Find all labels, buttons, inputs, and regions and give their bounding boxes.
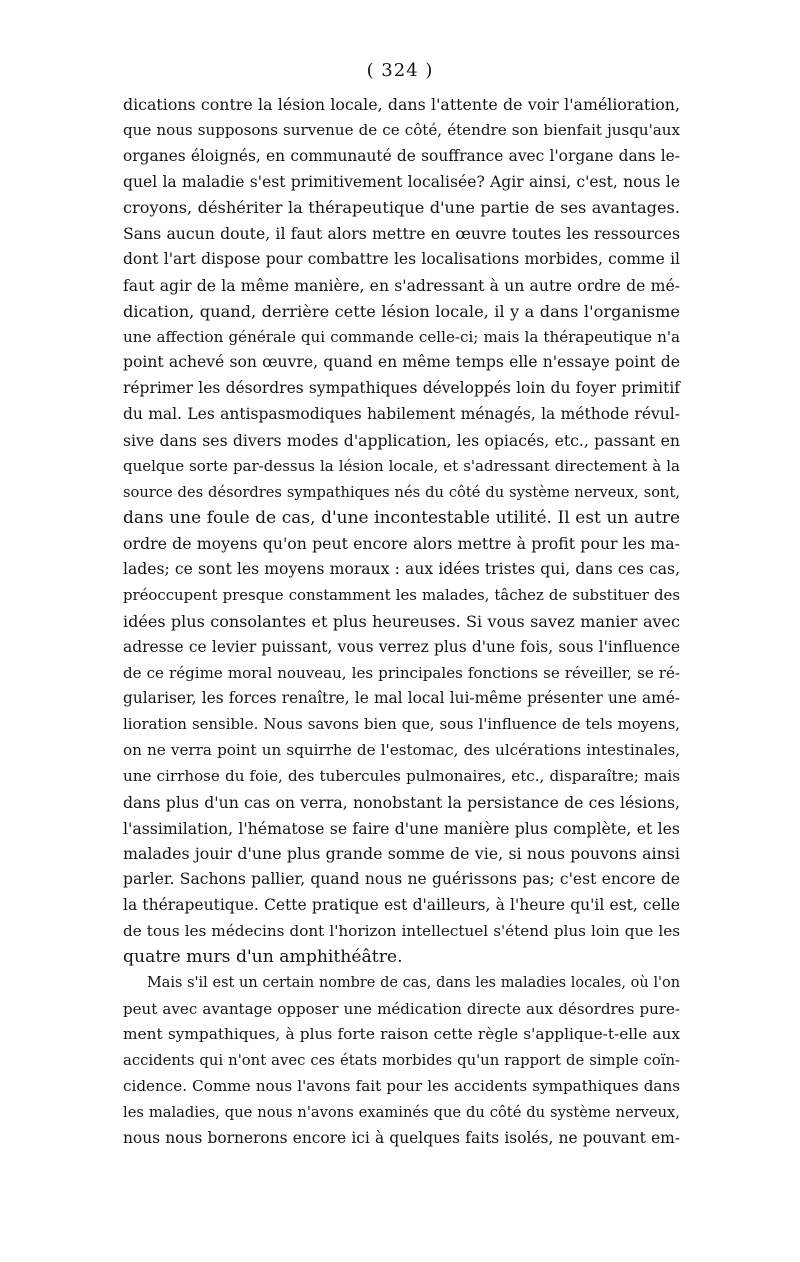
text-line: nous nous bornerons encore ici à quelques faits isolés, ne pouvant em- (123, 1128, 680, 1147)
text-line: peut avec avantage opposer une médication directe aux désordres pure- (123, 999, 680, 1018)
text-line: dans une foule de cas, d'une incontestable utilité. Il est un autre (123, 507, 680, 528)
text-line: quelque sorte par-dessus la lésion locale, et s'adressant directement à la (123, 456, 680, 475)
text-line: point achevé son œuvre, quand en même temps elle n'essaye point de (123, 353, 680, 372)
text-line: dications contre la lésion locale, dans l'attente de voir l'amélioration, (123, 95, 680, 114)
text-line: une affection générale qui commande celle-ci; mais la thérapeutique n'a (123, 327, 680, 346)
text-line: quatre murs d'un amphithéâtre. (123, 946, 403, 967)
text-line: du mal. Les antispasmodiques habilement ménagés, la méthode révul- (123, 405, 680, 424)
text-line: dication, quand, derrière cette lésion locale, il y a dans l'organisme (123, 301, 680, 321)
text-line: de tous les médecins dont l'horizon intellectuel s'étend plus loin que les (123, 922, 680, 940)
text-line: faut agir de la même manière, en s'adressant à un autre ordre de mé- (123, 275, 680, 295)
text-line: quel la maladie s'est primitivement localisée? Agir ainsi, c'est, nous le (123, 172, 680, 191)
text-line: préoccupent presque constamment les malades, tâchez de substituer des (123, 586, 680, 605)
text-line: malades jouir d'une plus grande somme de vie, si nous pouvons ainsi (123, 844, 680, 864)
text-line: dans plus d'un cas on verra, nonobstant la persistance de ces lésions, (123, 792, 680, 812)
text-line: une cirrhose du foie, des tubercules pulmonaires, etc., disparaître; mais (123, 766, 680, 785)
paragraph-2 (123, 971, 680, 1152)
paragraph-1 (123, 92, 680, 971)
text-line: idées plus consolantes et plus heureuses. Si vous savez manier avec (123, 611, 680, 631)
text-line: réprimer les désordres sympathiques développés loin du foyer primitif (123, 379, 680, 398)
text-line: on ne verra point un squirrhe de l'estomac, des ulcérations intestinales, (123, 741, 680, 760)
text-line: la thérapeutique. Cette pratique est d'ailleurs, à l'heure qu'il est, celle (123, 896, 680, 915)
text-line: parler. Sachons pallier, quand nous ne guérissons pas; c'est encore de (123, 870, 680, 889)
text-line: ordre de moyens qu'on peut encore alors mettre à profit pour les ma- (123, 534, 680, 554)
text-line: gulariser, les forces renaître, le mal local lui-même présenter une amé- (123, 689, 680, 708)
text-line: lades; ce sont les moyens moraux : aux idées tristes qui, dans ces cas, (123, 560, 680, 579)
page-number: ( 324 ) (366, 60, 434, 81)
text-line: ment sympathiques, à plus forte raison cette règle s'applique-t-elle aux (123, 1025, 680, 1044)
text-line: accidents qui n'ont avec ces états morbides qu'un rapport de simple coïn- (123, 1052, 680, 1070)
text-line: les maladies, que nous n'avons examinés que du côté du système nerveux, (123, 1103, 680, 1121)
text-line: Sans aucun doute, il faut alors mettre en œuvre toutes les ressources (123, 224, 680, 244)
text-line: de ce régime moral nouveau, les principales fonctions se réveiller, se ré- (123, 663, 680, 682)
text-line: organes éloignés, en communauté de souffrance avec l'organe dans le- (123, 146, 680, 165)
text-line: l'assimilation, l'hématose se faire d'une manière plus complète, et les (123, 818, 680, 838)
text-line: adresse ce levier puissant, vous verrez plus d'une fois, sous l'influence (123, 637, 680, 656)
text-line: Mais s'il est un certain nombre de cas, dans les maladies locales, où l'on (147, 974, 680, 991)
text-line: source des désordres sympathiques nés du côté du système nerveux, sont, (123, 483, 680, 501)
text-line: dont l'art dispose pour combattre les localisations morbides, comme il (123, 250, 680, 269)
text-line: croyons, déshériter la thérapeutique d'une partie de ses avantages. (123, 198, 680, 218)
text-line: lioration sensible. Nous savons bien que, sous l'influence de tels moyens, (123, 715, 680, 734)
text-line: cidence. Comme nous l'avons fait pour les accidents sympathiques dans (123, 1077, 680, 1096)
body-text (123, 92, 680, 1152)
text-line: que nous supposons survenue de ce côté, étendre son bienfait jusqu'aux (123, 120, 680, 139)
text-line: sive dans ses divers modes d'application, les opiacés, etc., passant en (123, 430, 680, 450)
